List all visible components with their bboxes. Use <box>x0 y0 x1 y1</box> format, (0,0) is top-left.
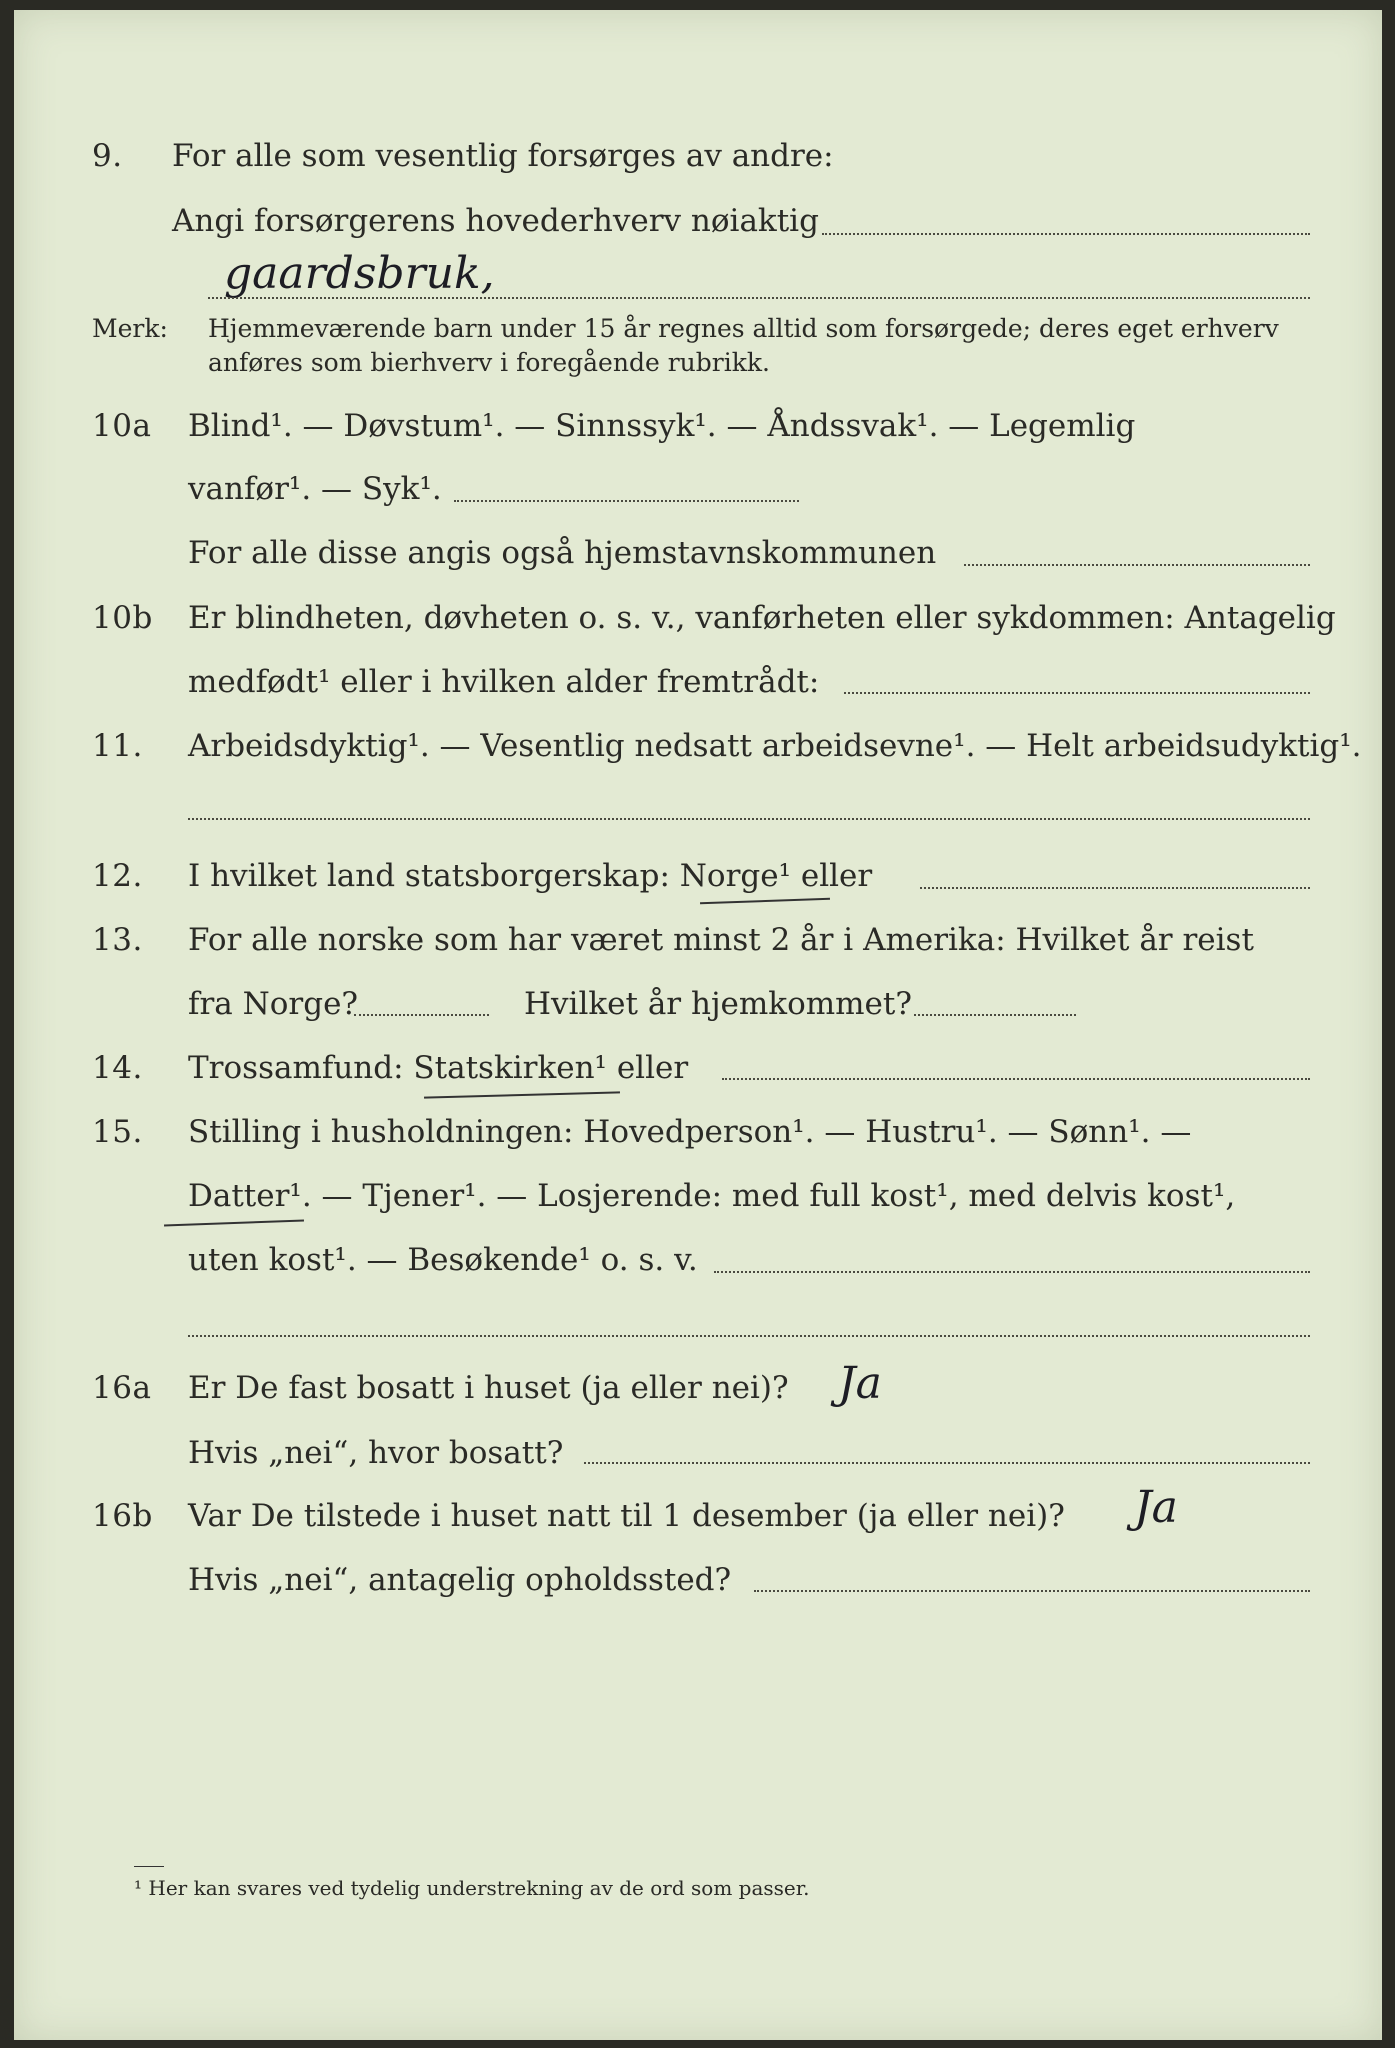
q10a-line2: vanfør¹. — Syk¹. <box>188 471 442 507</box>
q9-number: 9. <box>92 138 123 174</box>
q9-answer: gaardsbruk, <box>224 248 495 299</box>
q16b-leader-line <box>754 1590 1310 1592</box>
q15-answer-line <box>188 1335 1310 1337</box>
merk-line1: Hjemmeværende barn under 15 år regnes alltid som forsørgede; deres eget erhverv <box>208 314 1279 343</box>
q16b-line2: Hvis „nei“, antagelig opholdssted? <box>188 1562 732 1598</box>
q10b-leader-line <box>844 692 1310 694</box>
q14-leader-line <box>722 1078 1310 1080</box>
q13-line2a: fra Norge? <box>188 986 359 1022</box>
q14-number: 14. <box>92 1050 143 1086</box>
q10a-line3: For alle disse angis også hjemstavnskommunen <box>188 535 937 571</box>
q10a-home-leader <box>964 564 1310 566</box>
q15-line2: Datter¹. — Tjener¹. — Losjerende: med full kost¹, med delvis kost¹, <box>188 1178 1236 1214</box>
q16a-number: 16a <box>92 1370 152 1406</box>
q16a-line1: Er De fast bosatt i huset (ja eller nei)? <box>188 1370 789 1406</box>
q10a-leader-line <box>454 500 799 502</box>
merk-label: Merk: <box>92 314 168 343</box>
q9-prompt: Angi forsørgerens hovederhverv nøiaktig <box>172 203 819 239</box>
q16b-number: 16b <box>92 1498 153 1534</box>
q16b-line1: Var De tilstede i huset natt til 1 desember (ja eller nei)? <box>188 1498 1065 1534</box>
merk-line2: anføres som bierhverv i foregående rubrikk. <box>208 348 770 377</box>
q14-line1: Trossamfund: Statskirken¹ eller <box>188 1050 689 1086</box>
q9-title: For alle som vesentlig forsørges av andre: <box>172 138 834 174</box>
q15-line1: Stilling i husholdningen: Hovedperson¹. — Hustru¹. — Sønn¹. — <box>188 1114 1192 1150</box>
q10a-number: 10a <box>92 408 152 444</box>
footnote: ¹ Her kan svares ved tydelig understrekning av de ord som passer. <box>134 1876 810 1900</box>
q13-right-leader <box>914 1014 1076 1016</box>
q9-answer-line <box>208 297 1310 299</box>
q16a-leader-line <box>584 1462 1310 1464</box>
q12-number: 12. <box>92 858 143 894</box>
q10b-number: 10b <box>92 600 153 636</box>
q15-datter-underline <box>164 1220 304 1227</box>
q13-line2b: Hvilket år hjemkommet? <box>524 986 912 1022</box>
q15-number: 15. <box>92 1114 143 1150</box>
q11-number: 11. <box>92 728 143 764</box>
q13-left-leader <box>354 1014 489 1016</box>
q11-line1: Arbeidsdyktig¹. — Vesentlig nedsatt arbeidsevne¹. — Helt arbeidsudyktig¹. <box>188 728 1362 764</box>
q16a-line2: Hvis „nei“, hvor bosatt? <box>188 1435 564 1471</box>
q10a-line1: Blind¹. — Døvstum¹. — Sinnssyk¹. — Åndssvak¹. — Legemlig <box>188 408 1136 444</box>
q12-line1: I hvilket land statsborgerskap: Norge¹ eller <box>188 858 873 894</box>
q12-leader-line <box>920 887 1310 889</box>
q10b-line2: medfødt¹ eller i hvilken alder fremtrådt: <box>188 664 820 700</box>
q15-line3: uten kost¹. — Besøkende¹ o. s. v. <box>188 1242 698 1278</box>
census-form-page <box>14 10 1382 2040</box>
q11-answer-line <box>188 818 1310 820</box>
q14-underline <box>424 1091 620 1098</box>
q15-leader-line <box>714 1271 1310 1273</box>
q12-norge-underline <box>700 898 830 905</box>
q13-number: 13. <box>92 922 143 958</box>
footnote-rule <box>134 1866 164 1867</box>
q10b-line1: Er blindheten, døvheten o. s. v., vanførheten eller sykdommen: Antagelig <box>188 600 1336 636</box>
q9-leader-line <box>822 233 1310 235</box>
q16b-answer: Ja <box>1134 1482 1178 1533</box>
q16a-answer: Ja <box>838 1358 882 1409</box>
q13-line1: For alle norske som har været minst 2 år i Amerika: Hvilket år reist <box>188 922 1254 958</box>
